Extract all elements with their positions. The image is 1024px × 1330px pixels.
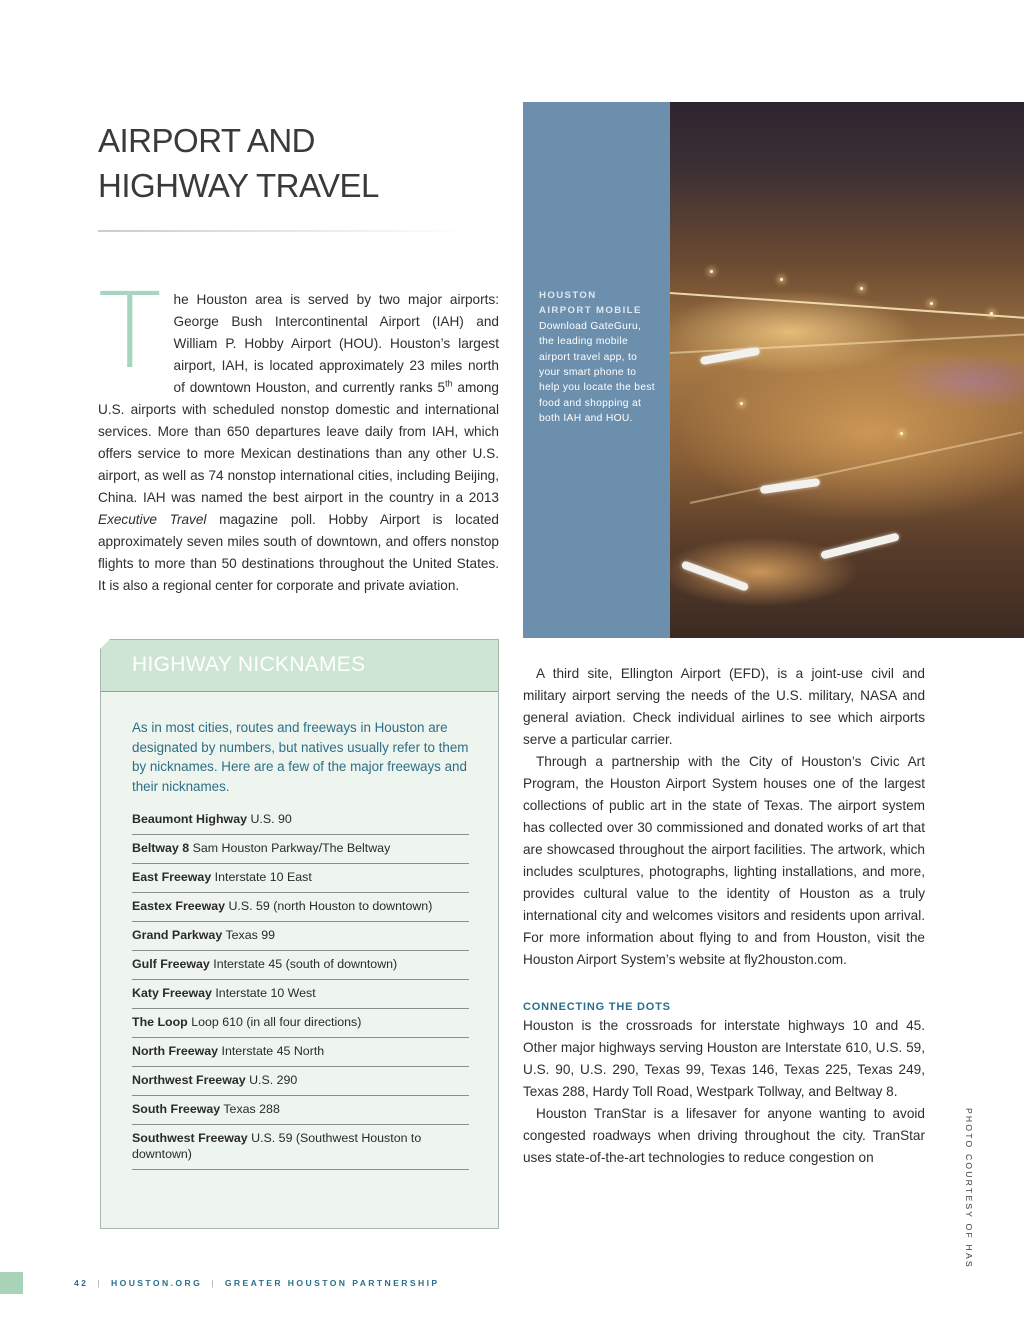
footer-accent-square [0, 1272, 23, 1294]
highway-route: Sam Houston Parkway/The Beltway [192, 841, 391, 855]
header-corner-notch [100, 639, 110, 649]
highway-box-intro: As in most cities, routes and freeways in Houston are designated by numbers, but natives usually refer to them by nicknames. Here are a few of the major freeways and their nicknames. [132, 720, 469, 794]
list-item [132, 1096, 469, 1125]
highway-name: South Freeway [132, 1102, 221, 1116]
list-item [132, 1038, 469, 1067]
terminal-light [990, 312, 993, 315]
ordinal-suffix: th [445, 378, 453, 389]
list-item [132, 893, 469, 922]
highway-name: Eastex Freeway [132, 899, 225, 913]
terminal-light [930, 302, 933, 305]
highway-route: Texas 288 [223, 1102, 280, 1116]
highway-route: U.S. 59 (Southwest Houston to downtown) [132, 1131, 422, 1161]
intro-text-part2: among U.S. airports with scheduled nonstop domestic and international services. More than 650 departures leave daily from IAH, which offers service to more Mexican destinations than any other U.S. airport, as well as 74 nonstop international cities, including Beijing, China. IAH was named the best airport in the country in a 2013 [98, 380, 499, 505]
photo-credit: PHOTO COURTESY OF HAS [964, 1108, 974, 1269]
highway-route: Texas 99 [225, 928, 276, 942]
paragraph-ellington: A third site, Ellington Airport (EFD), is a joint-use civil and military airport serving the needs of the U.S. military, NASA and general aviation. Check individual airlines to see which airports serve a particular carrier. [523, 666, 925, 747]
highway-route: U.S. 90 [250, 812, 292, 826]
intro-text-part1: he Houston area is served by two major airports: George Bush Intercontinental Airport (IAH) and William P. Hobby Airport (HOU). Houston’s largest airport, IAH, is located approximately 23 miles north of downtown Houston, and currently ranks 5 [173, 292, 499, 395]
title-divider [98, 230, 468, 232]
highway-list [132, 806, 469, 1170]
highway-name: North Freeway [132, 1044, 219, 1058]
list-item [132, 1009, 469, 1038]
highway-route: Interstate 45 (south of downtown) [213, 957, 398, 971]
terminal-light [900, 432, 903, 435]
highway-box-header [101, 640, 498, 692]
paragraph-public-art: Through a partnership with the City of Houston’s Civic Art Program, the Houston Airport System houses one of the largest collections of public art in the state of Texas. The airport system has collected over 30 commissioned and donated works of art that are showcased throughout the airport facilities. The artwork, which includes sculptures, photographs, lighting installations, and more, provides cultural value to the identity of Houston as a truly international city and welcomes visitors and residents upon arrival. For more information about flying to and from Houston, visit the Houston Airport System’s website at fly2houston.com. [523, 754, 925, 967]
page-title-line2: HIGHWAY TRAVEL [98, 167, 379, 204]
page-title [98, 118, 498, 208]
highway-name: Gulf Freeway [132, 957, 210, 971]
highway-route: Loop 610 (in all four directions) [191, 1015, 362, 1029]
terminal-light [860, 287, 863, 290]
list-item [132, 864, 469, 893]
runway-lights [670, 333, 1024, 354]
highway-route: Interstate 10 East [214, 870, 312, 884]
highway-route: Interstate 10 West [215, 986, 316, 1000]
paragraph-highways: Houston is the crossroads for interstate highways 10 and 45. Other major highways serving Houston are Interstate 610, U.S. 59, U.S. 90, U.S. 290, Texas 99, Texas 146, Texas 225, Texas 249, Texas 288, Hardy Toll Road, Westpark Tollway, and Beltway 8. [523, 1018, 925, 1099]
list-item [132, 806, 469, 835]
footer-separator: | [97, 1278, 102, 1288]
list-item [132, 922, 469, 951]
highway-name: East Freeway [132, 870, 212, 884]
highway-route: Interstate 45 North [221, 1044, 325, 1058]
sidebar-heading-line1: HOUSTON [539, 290, 597, 301]
highway-name: Northwest Freeway [132, 1073, 246, 1087]
airport-night-photo [670, 102, 1024, 638]
highway-name: Grand Parkway [132, 928, 223, 942]
section-subheading: CONNECTING THE DOTS [523, 1001, 671, 1013]
sidebar-callout [539, 288, 657, 427]
runway-lights [690, 431, 1023, 504]
highway-route: U.S. 59 (north Houston to downtown) [228, 899, 433, 913]
page-footer [74, 1278, 440, 1288]
highway-name: Beaumont Highway [132, 812, 247, 826]
footer-site: HOUSTON.ORG [111, 1278, 203, 1288]
list-item [132, 1067, 469, 1096]
terminal-light [740, 402, 743, 405]
runway-lights [670, 292, 1024, 319]
list-item [132, 1125, 469, 1170]
highway-name: Beltway 8 [132, 841, 190, 855]
highway-nicknames-box [100, 639, 499, 1229]
footer-separator: | [211, 1278, 216, 1288]
highway-box-title: HIGHWAY NICKNAMES [132, 653, 366, 676]
drop-cap: T [98, 270, 162, 392]
terminal-light [710, 270, 713, 273]
highway-route: U.S. 290 [249, 1073, 298, 1087]
intro-article [98, 270, 499, 597]
list-item [132, 951, 469, 980]
parked-airplane [681, 560, 750, 591]
terminal-light [780, 278, 783, 281]
highway-name: The Loop [132, 1015, 188, 1029]
magazine-title: Executive Travel [98, 512, 207, 527]
list-item [132, 835, 469, 864]
intro-text-part3: magazine poll. Hobby Airport is located approximately seven miles south of downtown, and offers nonstop flights to more than 50 destinations throughout the United States. It is also a regional center for corporate and private aviation. [98, 512, 499, 593]
list-item [132, 980, 469, 1009]
highway-name: Southwest Freeway [132, 1131, 248, 1145]
right-column-article [523, 663, 925, 1169]
page-title-line1: AIRPORT AND [98, 122, 316, 159]
parked-airplane [820, 532, 900, 559]
sidebar-body: Download GateGuru, the leading mobile airport travel app, to your smart phone to help you locate the best food and shopping at both IAH and HOU. [539, 320, 655, 425]
paragraph-transtar: Houston TranStar is a lifesaver for anyone wanting to avoid congested roadways when driving throughout the city. TranStar uses state-of-the-art technologies to reduce congestion on [523, 1106, 925, 1165]
sidebar-heading-line2: AIRPORT MOBILE [539, 305, 642, 317]
footer-org: GREATER HOUSTON PARTNERSHIP [224, 1278, 440, 1288]
highway-name: Katy Freeway [132, 986, 212, 1000]
page-number: 42 [74, 1278, 89, 1288]
